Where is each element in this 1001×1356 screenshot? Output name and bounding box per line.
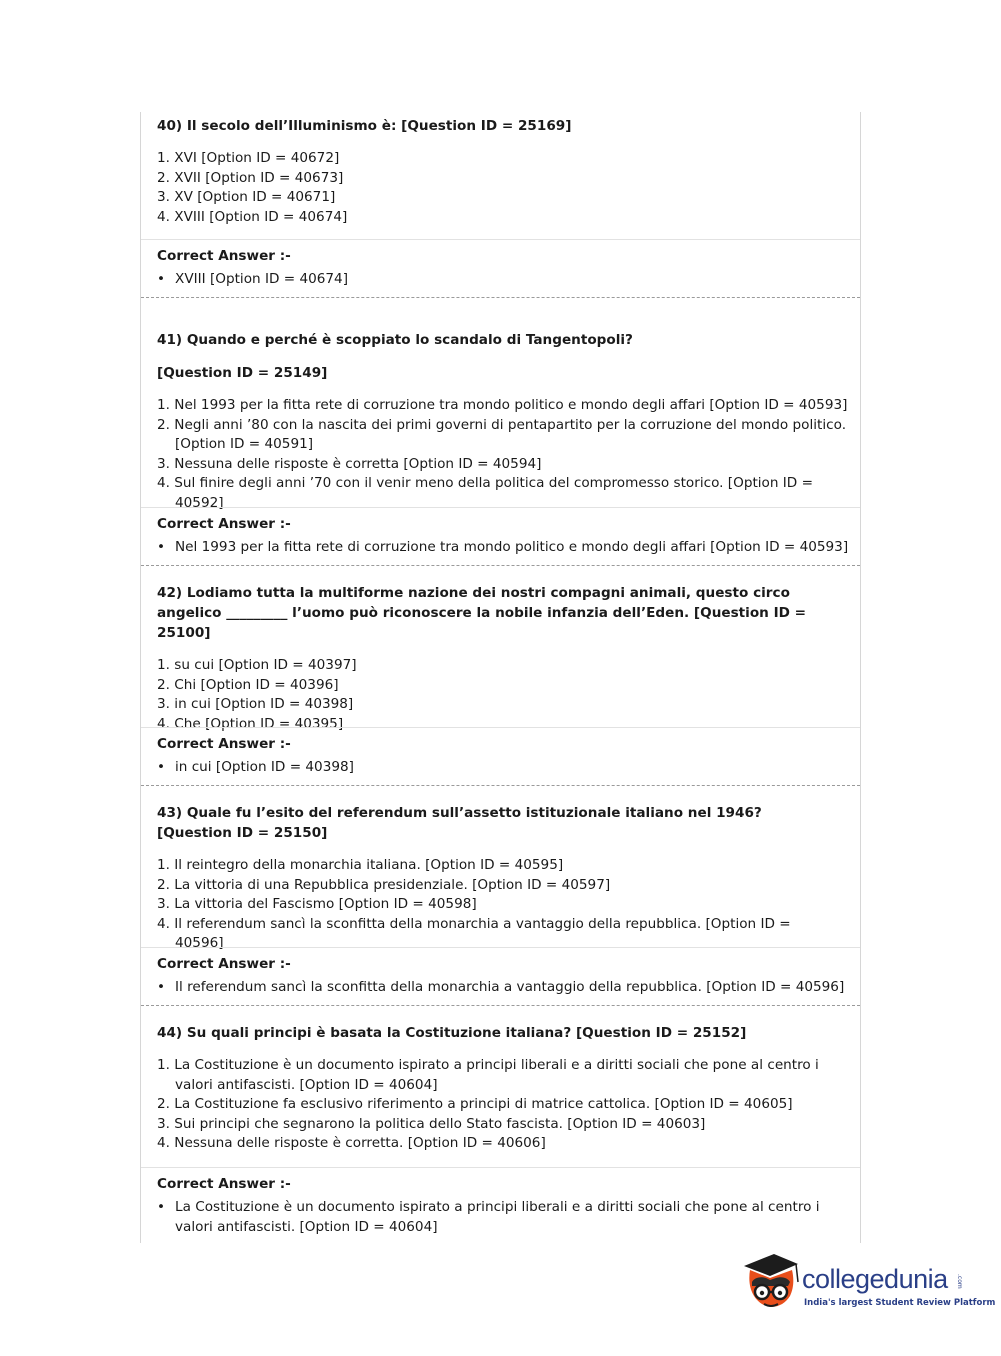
correct-answer-label: Correct Answer :- [157, 736, 291, 752]
logo-wordmark: collegedunia [802, 1264, 948, 1294]
question-title: 44) Su quali principi è basata la Costituzione italiana? [Question ID = 25152] [157, 1025, 747, 1041]
divider [141, 727, 860, 728]
option-item: 2. XVII [Option ID = 40673] [157, 169, 344, 186]
divider [141, 507, 860, 508]
correct-answer-41 [141, 514, 851, 557]
correct-answer-item [157, 977, 851, 997]
question-separator [141, 565, 860, 566]
question-title: 41) Quando e perché è scoppiato lo scandalo di Tangentopoli? [157, 332, 633, 348]
correct-answer-42 [141, 734, 860, 777]
options-list [157, 656, 821, 734]
correct-answer-label: Correct Answer :- [157, 956, 291, 972]
question-separator [141, 1005, 860, 1006]
option-item: 3. XV [Option ID = 40671] [157, 189, 336, 206]
bullet: • [157, 271, 166, 287]
option-item: 1. XVI [Option ID = 40672] [157, 150, 340, 166]
option-item: 1. Nel 1993 per la fitta rete di corruzione tra mondo politico e mondo degli affari [Option ID = 40593] [157, 397, 848, 413]
correct-answer-text: La Costituzione è un documento ispirato a principi liberali e a diritti sociali che pone al centro i valori antifascisti. [Option ID = 40604] [175, 1199, 820, 1235]
correct-answer-text: in cui [Option ID = 40398] [175, 759, 354, 775]
correct-answer-40 [141, 246, 860, 289]
correct-answer-label: Correct Answer :- [157, 1176, 291, 1192]
option-item: 4. Il referendum sancì la sconfitta della monarchia a vantaggio della repubblica. [Option ID = 40596] [157, 915, 791, 952]
option-item: 3. in cui [Option ID = 40398] [157, 696, 354, 713]
correct-answer-text: Nel 1993 per la fitta rete di corruzione tra mondo politico e mondo degli affari [Option ID = 40593] [175, 539, 849, 555]
question-title: 40) Il secolo dell’Illuminismo è: [Question ID = 25169] [157, 118, 572, 134]
question-separator [141, 785, 860, 786]
question-title: 42) Lodiamo tutta la multiforme nazione dei nostri compagni animali, questo circo angelico _________ l’uomo può riconoscere la nobile infanzia dell’Eden. [Question ID = 25100] [157, 585, 807, 641]
option-item: 4. Nessuna delle risposte è corretta. [Option ID = 40606] [157, 1135, 546, 1152]
option-item: 2. Chi [Option ID = 40396] [157, 676, 339, 693]
bullet: • [157, 1199, 166, 1215]
option-item: 4. Sul finire degli anni ’70 con il venir meno della politica del compromesso storico. [Option ID = 40592] [157, 475, 813, 511]
question-43 [141, 803, 841, 954]
divider [141, 947, 860, 948]
correct-answer-label: Correct Answer :- [157, 516, 291, 532]
correct-answer-text: Il referendum sancì la sconfitta della monarchia a vantaggio della repubblica. [Option ID = 40596] [175, 979, 845, 995]
option-item: 1. La Costituzione è un documento ispirato a principi liberali e a diritti sociali che pone al centro i valori antifascisti. [Option ID = 40604] [157, 1057, 819, 1093]
correct-answer-text: XVIII [Option ID = 40674] [175, 271, 349, 287]
logo-tagline: India's largest Student Review Platform [804, 1298, 996, 1308]
option-item: 2. Negli anni ’80 con la nascita dei primi governi di pentapartito per la corruzione del mondo politico. [Option ID = 40591] [157, 416, 847, 453]
correct-answer-item [157, 537, 851, 557]
option-item: 2. La Costituzione fa esclusivo riferimento a principi di matrice cattolica. [Option ID = 40605] [157, 1096, 793, 1113]
option-item: 3. La vittoria del Fascismo [Option ID = 40598] [157, 896, 477, 913]
logo-suffix: .com [956, 1274, 963, 1289]
bullet: • [157, 759, 166, 775]
correct-answer-item [157, 1197, 831, 1237]
correct-answer-item [157, 269, 860, 289]
correct-answer-label: Correct Answer :- [157, 248, 291, 264]
question-paper [140, 112, 861, 1243]
divider [141, 1167, 860, 1168]
options-list [157, 856, 841, 954]
divider [141, 239, 860, 240]
bullet: • [157, 979, 166, 995]
question-separator [141, 297, 860, 298]
option-item: 1. su cui [Option ID = 40397] [157, 657, 357, 673]
collegedunia-logo [740, 1250, 996, 1320]
option-item: 3. Sui principi che segnarono la politica dello Stato fascista. [Option ID = 40603] [157, 1115, 706, 1132]
question-42 [141, 583, 821, 734]
question-title: 43) Quale fu l’esito del referendum sull’assetto istituzionale italiano nel 1946? [Question ID = 25150] [157, 805, 762, 841]
correct-answer-item [157, 757, 860, 777]
correct-answer-44 [141, 1174, 831, 1237]
question-id: [Question ID = 25149] [157, 365, 328, 381]
option-item: 2. La vittoria di una Repubblica presidenziale. [Option ID = 40597] [157, 876, 611, 893]
options-list [157, 149, 841, 227]
correct-answer-43 [141, 954, 851, 997]
mascot-icon [740, 1252, 802, 1314]
option-item: 1. Il reintegro della monarchia italiana. [Option ID = 40595] [157, 857, 564, 873]
bullet: • [157, 539, 166, 555]
question-44 [141, 1023, 831, 1154]
option-item: 4. Che [Option ID = 40395] [157, 715, 344, 732]
option-item: 4. XVIII [Option ID = 40674] [157, 208, 348, 225]
options-list [157, 1056, 831, 1154]
options-list [157, 396, 851, 514]
option-item: 3. Nessuna delle risposte è corretta [Option ID = 40594] [157, 455, 542, 472]
question-41 [141, 330, 851, 514]
question-40 [141, 116, 841, 227]
